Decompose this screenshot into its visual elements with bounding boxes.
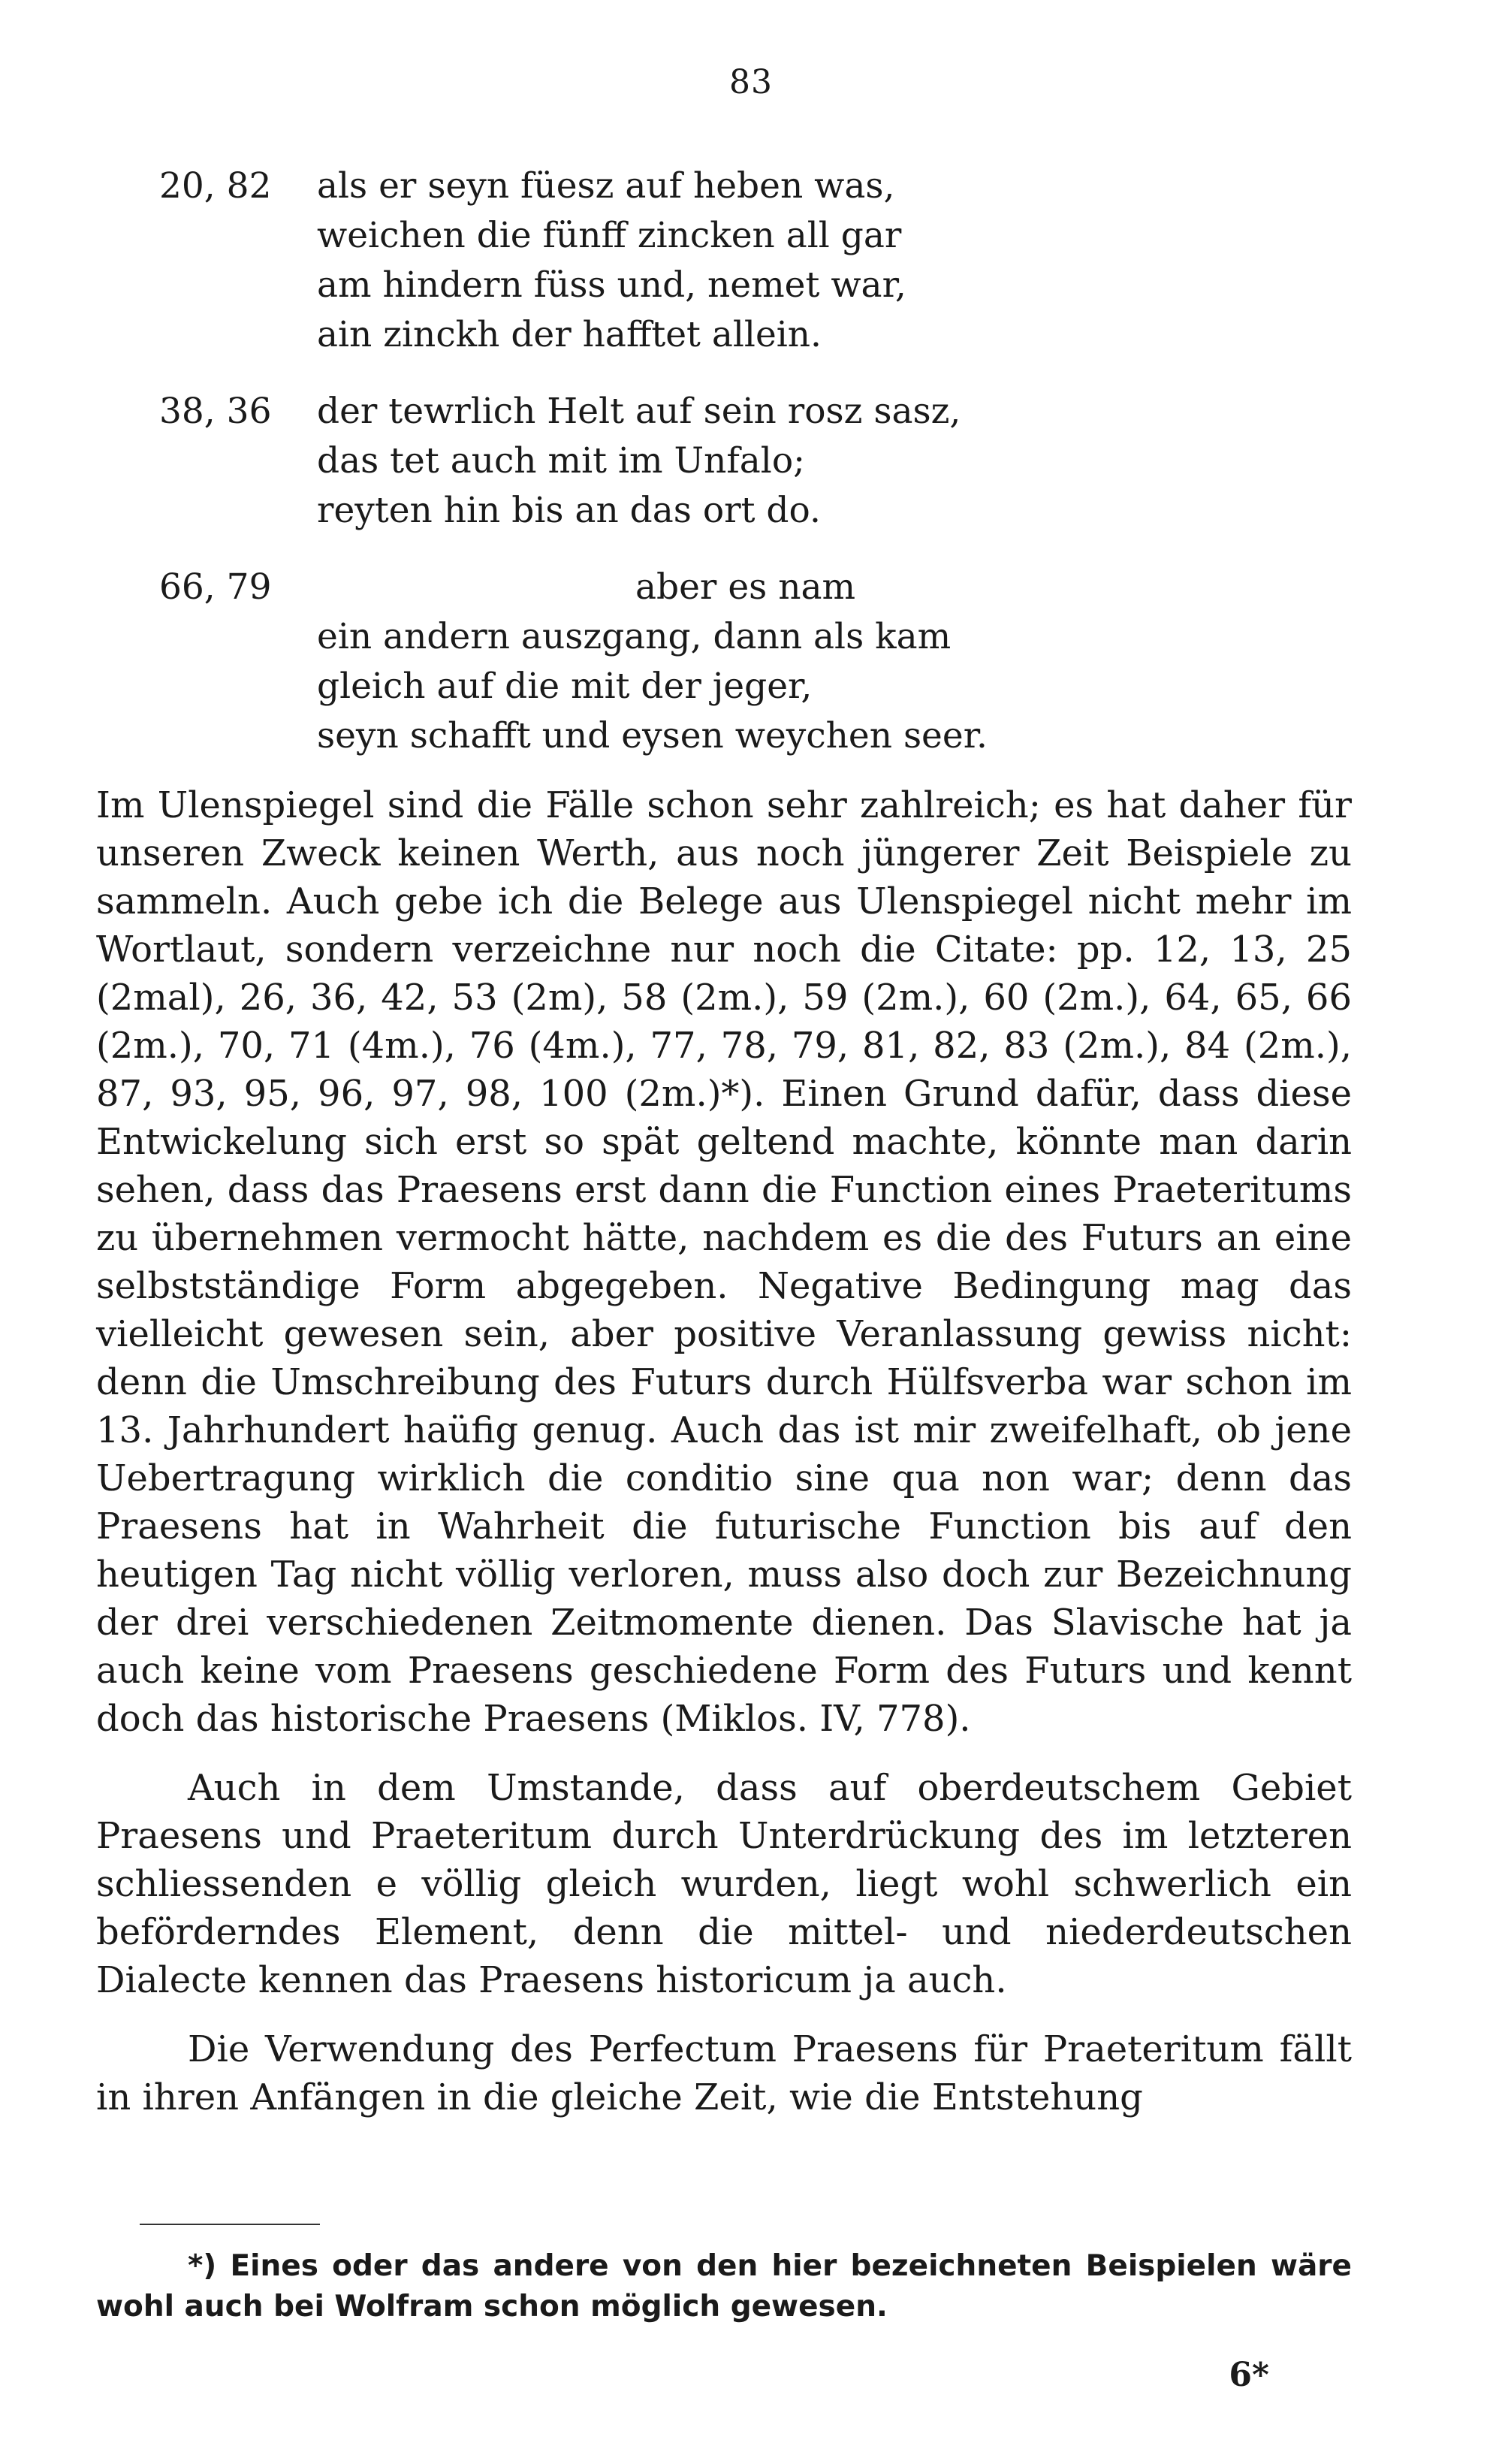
body-text <box>96 781 1352 2121</box>
verse-reference: 20, 82 <box>159 165 272 207</box>
verse-reference: 66, 79 <box>159 566 272 608</box>
verse-line: weichen die fünff zincken all gar <box>317 215 902 256</box>
verse-reference: 38, 36 <box>159 391 272 432</box>
sheet-signature: 6* <box>1229 2356 1269 2394</box>
verse-line: reyten hin bis an das ort do. <box>317 490 821 531</box>
verse-line: aber es nam <box>635 566 856 608</box>
verse-block <box>0 563 1502 761</box>
verse-line: ain zinckh der hafftet allein. <box>317 314 822 355</box>
verse-line: am hindern füss und, nemet war, <box>317 264 906 306</box>
verse-line: seyn schafft und eysen weychen seer. <box>317 715 988 756</box>
verse-line: gleich auf die mit der jeger, <box>317 666 813 707</box>
verse-line: ein andern auszgang, dann als kam <box>317 616 952 657</box>
verse-block <box>0 162 1502 360</box>
verse-quotations <box>0 162 1502 788</box>
verse-line: der tewrlich Helt auf sein rosz sasz, <box>317 391 961 432</box>
verse-lines <box>317 563 1502 761</box>
footnote: *) Eines oder das andere von den hier bezeichneten Beispielen wäre wohl auch bei Wolfram schon möglich gewesen. <box>96 2249 1352 2324</box>
verse-line: als er seyn füesz auf heben was, <box>317 165 895 207</box>
verse-lines <box>317 162 1502 360</box>
page-number: 83 <box>729 63 773 101</box>
verse-lines <box>317 387 1502 536</box>
paragraph: Auch in dem Umstande, dass auf oberdeutschem Gebiet Praesens und Praeteritum durch Unterdrückung des im letzteren schliessenden e völlig gleich wurden, liegt wohl schwerlich ein beförderndes Element, denn die mittel- und niederdeutschen Dialecte kennen das Praesens historicum ja auch. <box>96 1767 1352 2001</box>
verse-block <box>0 387 1502 536</box>
footnote-divider <box>140 2224 320 2225</box>
paragraph: Die Verwendung des Perfectum Praesens für Praeteritum fällt in ihren Anfängen in die gleiche Zeit, wie die Entstehung <box>96 2028 1352 2118</box>
paragraph: Im Ulenspiegel sind die Fälle schon sehr zahlreich; es hat daher für unseren Zweck keinen Werth, aus noch jüngerer Zeit Beispiele zu sammeln. Auch gebe ich die Belege aus Ulenspiegel nicht mehr im Wortlaut, sondern verzeichne nur noch die Citate: pp. 12, 13, 25 (2mal), 26, 36, 42, 53 (2m), 58 (2m.), 59 (2m.), 60 (2m.), 64, 65, 66 (2m.), 70, 71 (4m.), 76 (4m.), 77, 78, 79, 81, 82, 83 (2m.), 84 (2m.), 87, 93, 95, 96, 97, 98, 100 (2m.)*). Einen Grund dafür, dass diese Entwickelung sich erst so spät geltend machte, könnte man darin sehen, dass das Praesens erst dann die Function eines Praeteritums zu übernehmen vermocht hätte, nachdem es die des Futurs an eine selbstständige Form abgegeben. Negative Bedingung mag das vielleicht gewesen sein, aber positive Veranlassung gewiss nicht: denn die Umschreibung des Futurs durch Hülfsverba war schon im 13. Jahrhundert haüfig genug. Auch das ist mir zweifelhaft, ob jene Uebertragung wirklich die conditio sine qua non war; denn das Praesens hat in Wahrheit die futurische Function bis auf den heutigen Tag nicht völlig verloren, muss also doch zur Bezeichnung der drei verschiedenen Zeitmomente dienen. Das Slavische hat ja auch keine vom Praesens geschiedene Form des Futurs und kennt doch das historische Praesens (Miklos. IV, 778). <box>96 784 1352 1740</box>
verse-line: das tet auch mit im Unfalo; <box>317 440 805 482</box>
